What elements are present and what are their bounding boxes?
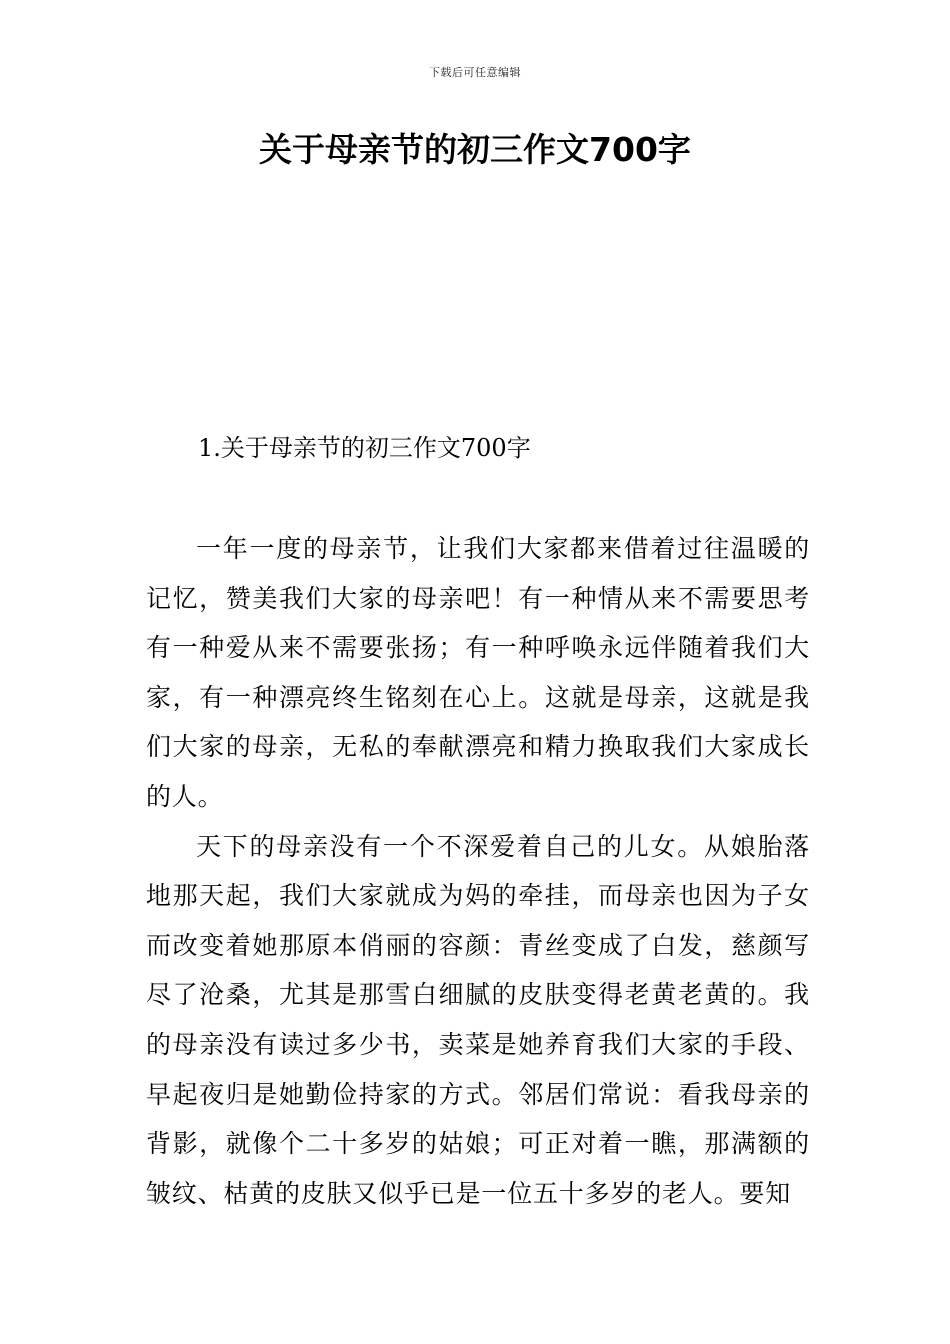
section-heading: 1.关于母亲节的初三作文700字 <box>198 434 531 462</box>
paragraph: 一年一度的母亲节，让我们大家都来借着过往温暖的记忆，赞美我们大家的母亲吧！有一种情从来不需要思考有一种爱从来不需要张扬；有一种呼唤永远伴随着我们大家，有一种漂亮终生铭刻在心上。这就是母亲，这就是我们大家的母亲，无私的奉献漂亮和精力换取我们大家成长的人。 <box>146 534 810 811</box>
body-text <box>146 524 810 1218</box>
page-header-note: 下载后可任意编辑 <box>429 66 521 79</box>
document-title: 关于母亲节的初三作文700字 <box>259 130 691 169</box>
paragraph: 天下的母亲没有一个不深爱着自己的儿女。从娘胎落地那天起，我们大家就成为妈的牵挂，而母亲也因为子女而改变着她那原本俏丽的容颜：青丝变成了白发，慈颜写尽了沧桑，尤其是那雪白细腻的皮肤变得老黄老黄的。我的母亲没有读过多少书，卖菜是她养育我们大家的手段、早起夜归是她勤俭持家的方式。邻居们常说：看我母亲的背影，就像个二十多岁的姑娘；可正对着一瞧，那满额的皱纹、枯黄的皮肤又似乎已是一位五十多岁的老人。要知 <box>146 831 810 1208</box>
